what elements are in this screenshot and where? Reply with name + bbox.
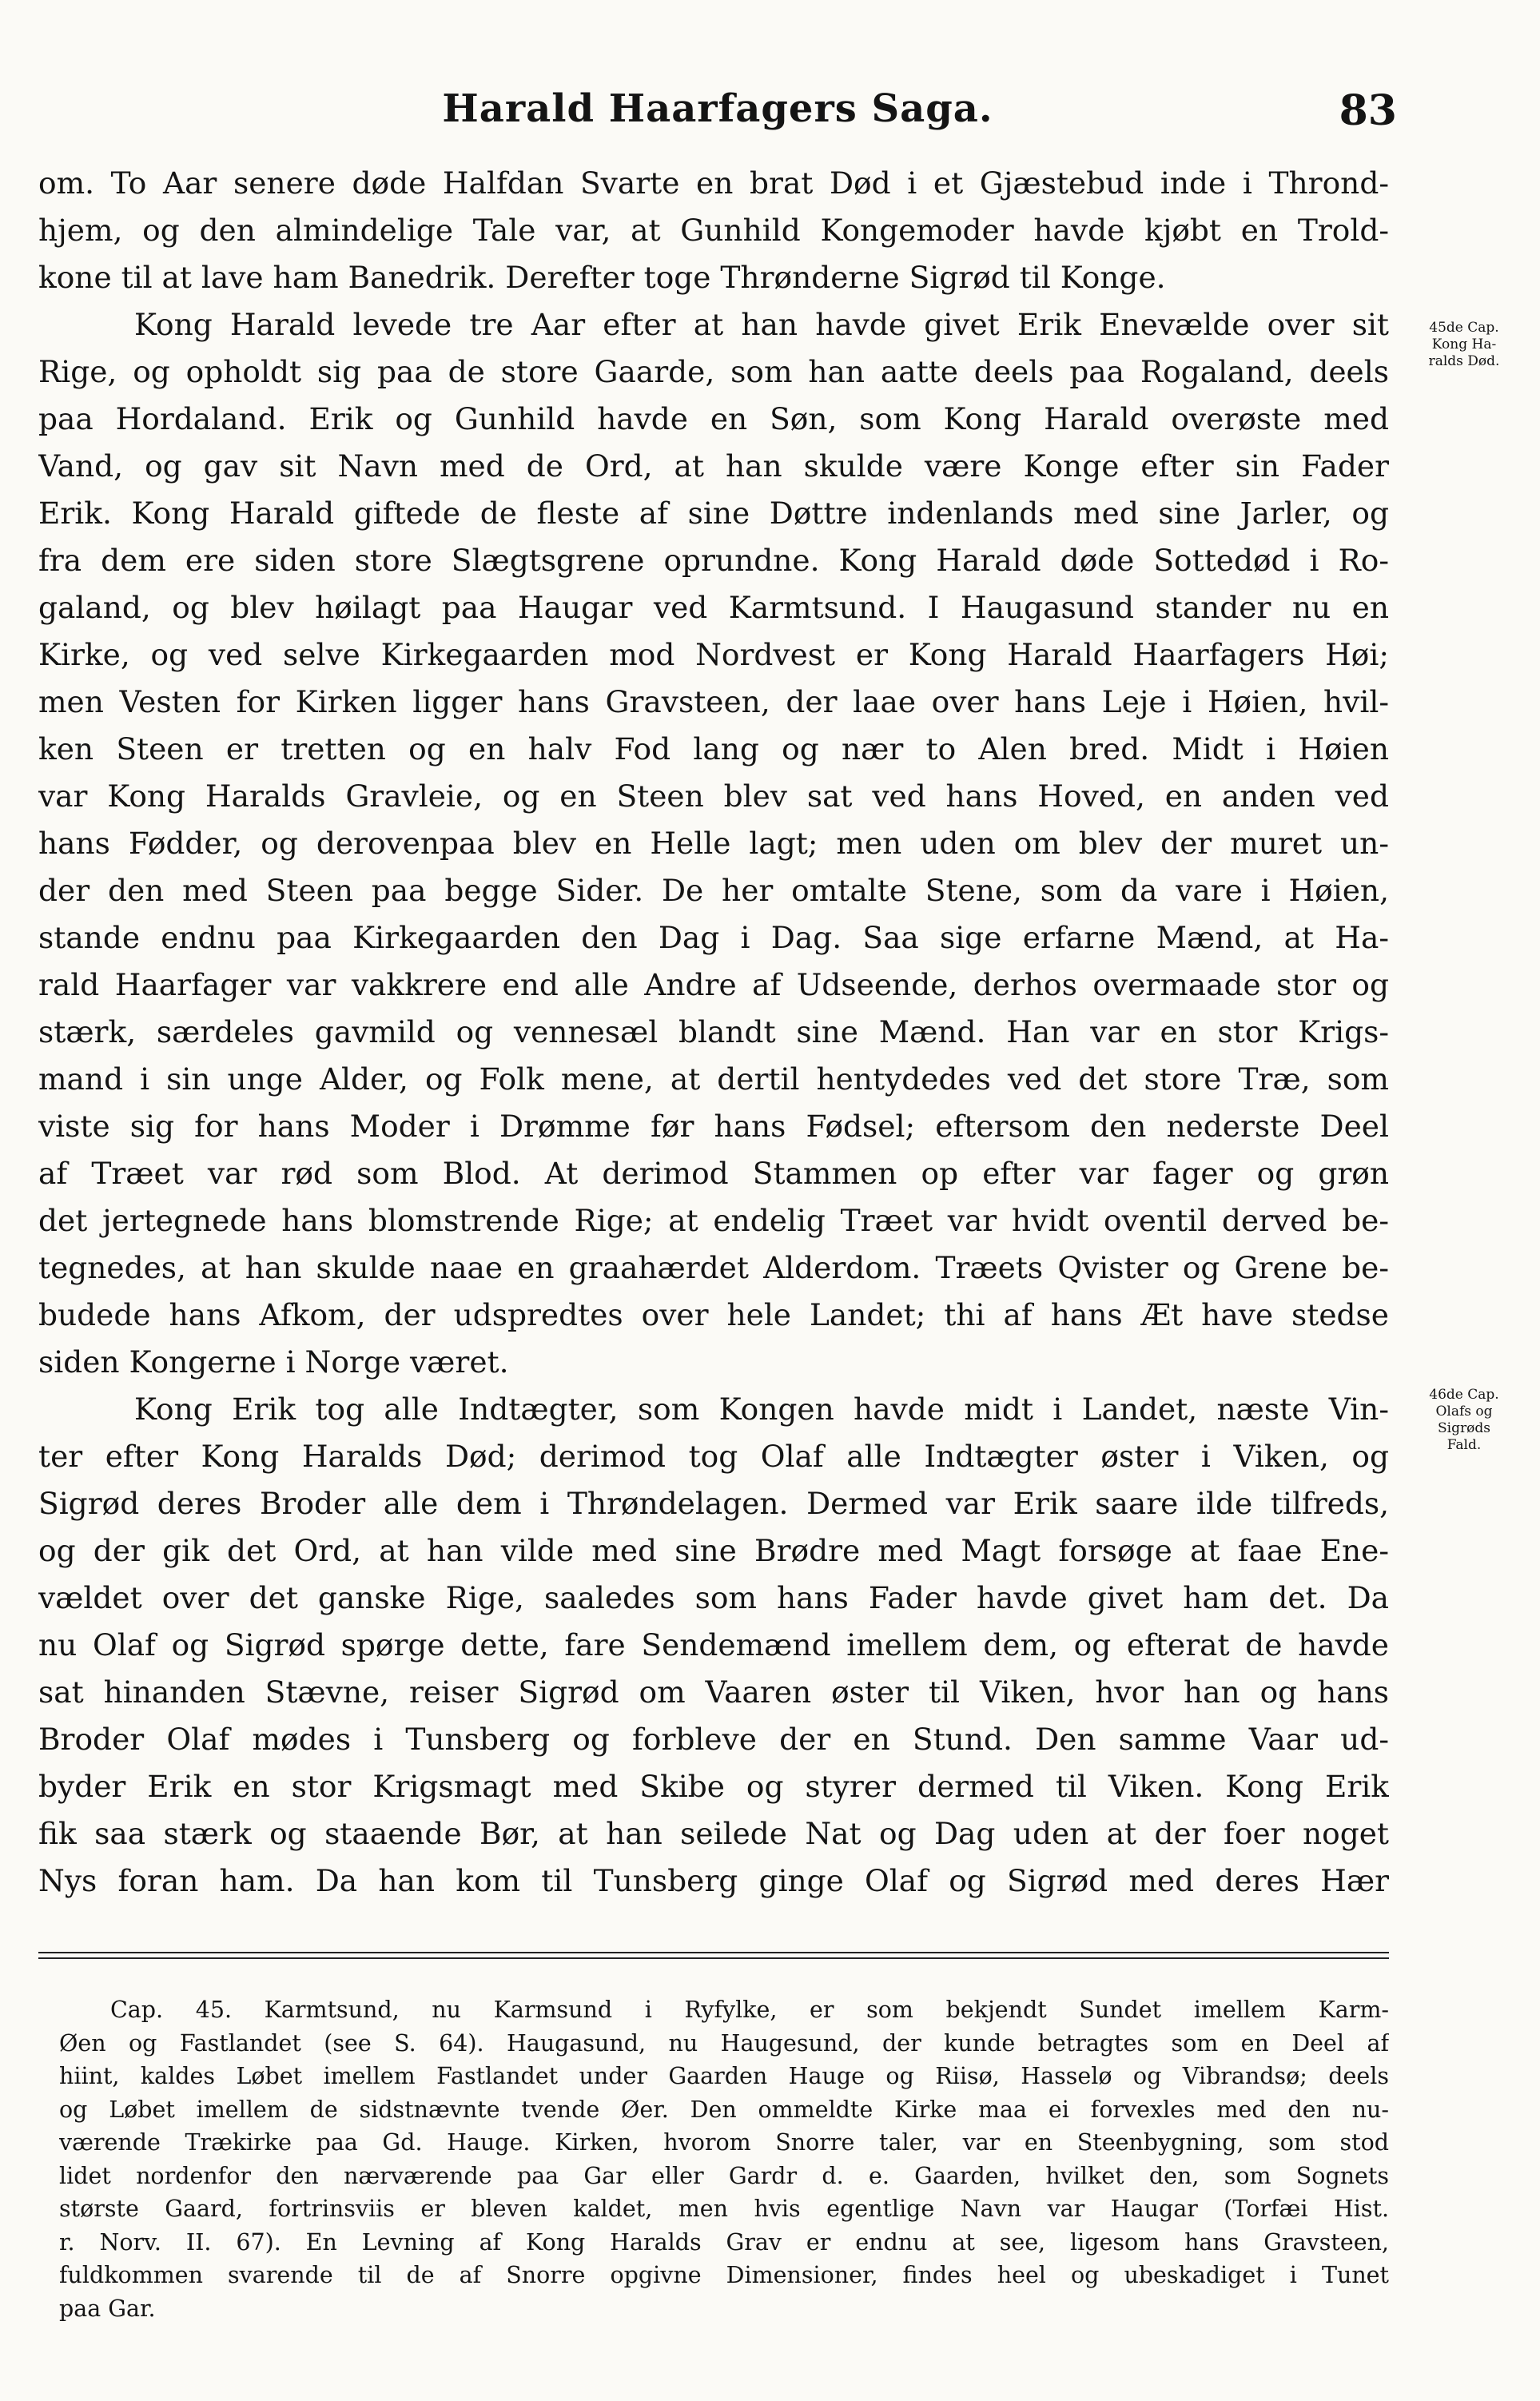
running-title: Harald Haarfagers Saga.: [442, 86, 993, 131]
text-line: paa Hordaland. Erik og Gunhild havde en Søn, som Kong Harald overøste med: [38, 401, 1389, 436]
text-line: ter efter Kong Haralds Død; derimod tog Olaf alle Indtægter øster i Viken, og: [38, 1439, 1389, 1474]
footnote-line: r. Norv. II. 67). En Levning af Kong Haralds Grav er endnu at see, ligesom hans Gravsteen,: [59, 2228, 1389, 2256]
side-note-line: Kong Ha-: [1431, 336, 1497, 352]
text-line: og der gik det Ord, at han vilde med sine Brødre med Magt forsøge at faae Ene-: [38, 1533, 1389, 1568]
rule-line: [38, 1957, 1389, 1959]
text-line: hans Fødder, og derovenpaa blev en Helle lagt; men uden om blev der muret un-: [38, 826, 1389, 861]
text-line: af Træet var rød som Blod. At derimod Stammen op efter var fager og grøn: [38, 1156, 1389, 1191]
text-line: fik saa stærk og staaende Bør, at han seilede Nat og Dag uden at der foer noget: [38, 1816, 1389, 1851]
footnote-line: værende Trækirke paa Gd. Hauge. Kirken, hvorom Snorre taler, var en Steenbygning, som stod: [59, 2129, 1389, 2156]
rule-line: [38, 1952, 1389, 1953]
side-note-line: ralds Død.: [1428, 353, 1500, 369]
footnote-line: hiint, kaldes Løbet imellem Fastlandet under Gaarden Hauge og Riisø, Hasselø og Vibrandsø; deels: [59, 2063, 1389, 2089]
text-line: der den med Steen paa begge Sider. De her omtalte Stene, som da vare i Høien,: [38, 873, 1389, 908]
side-note-line: Olafs og: [1435, 1404, 1493, 1419]
text-line: stærk, særdeles gavmild og vennesæl blandt sine Mænd. Han var en stor Krigs-: [38, 1014, 1389, 1049]
text-line: viste sig for hans Moder i Drømme før hans Fødsel; eftersom den nederste Deel: [38, 1109, 1389, 1144]
text-line: kone til at lave ham Banedrik. Derefter toge Thrønderne Sigrød til Konge.: [38, 260, 1166, 295]
text-line: sat hinanden Stævne, reiser Sigrød om Vaaren øster til Viken, hvor han og hans: [38, 1674, 1389, 1710]
text-line: siden Kongerne i Norge været.: [38, 1344, 509, 1380]
footnote-line: lidet nordenfor den nærværende paa Gar eller Gardr d. e. Gaarden, hvilket den, som Sognets: [59, 2162, 1389, 2189]
text-line: det jertegnede hans blomstrende Rige; at endelig Træet var hvidt oventil derved be-: [38, 1203, 1389, 1238]
side-note-chapter-45: [1400, 320, 1528, 370]
footnote-line: fuldkommen svarende til de af Snorre opgivne Dimensioner, findes heel og ubeskadiget i Tunet: [59, 2262, 1389, 2288]
text-line: Kong Erik tog alle Indtægter, som Kongen havde midt i Landet, næste Vin-: [134, 1392, 1389, 1427]
text-line: budede hans Afkom, der udspredtes over hele Landet; thi af hans Æt have stedse: [38, 1297, 1389, 1332]
page-number: 83: [1339, 86, 1397, 135]
text-line: var Kong Haralds Gravleie, og en Steen blev sat ved hans Hoved, en anden ved: [38, 778, 1389, 814]
text-line: byder Erik en stor Krigsmagt med Skibe og styrer dermed til Viken. Kong Erik: [38, 1769, 1389, 1804]
side-note-line: Fald.: [1446, 1437, 1482, 1453]
text-line: rald Haarfager var vakkrere end alle Andre af Udseende, derhos overmaade stor og: [38, 967, 1389, 1002]
text-line: Kong Harald levede tre Aar efter at han havde givet Erik Enevælde over sit: [134, 307, 1389, 342]
text-line: hjem, og den almindelige Tale var, at Gunhild Kongemoder havde kjøbt en Trold-: [38, 213, 1389, 248]
running-head: [38, 86, 1397, 150]
side-note-line: 46de Cap.: [1429, 1387, 1499, 1403]
text-line: Rige, og opholdt sig paa de store Gaarde, som han aatte deels paa Rogaland, deels: [38, 354, 1389, 389]
text-line: nu Olaf og Sigrød spørge dette, fare Sendemænd imellem dem, og efterat de havde: [38, 1627, 1389, 1662]
text-line: ken Steen er tretten og en halv Fod lang og nær to Alen bred. Midt i Høien: [38, 731, 1389, 766]
footnote-line: Cap. 45. Karmtsund, nu Karmsund i Ryfylke, er som bekjendt Sundet imellem Karm-: [110, 1997, 1389, 2023]
text-line: Broder Olaf mødes i Tunsberg og forbleve der en Stund. Den samme Vaar ud-: [38, 1722, 1389, 1757]
footnote-line: Øen og Fastlandet (see S. 64). Haugasund, nu Haugesund, der kunde betragtes som en Deel af: [59, 2029, 1389, 2057]
text-line: Kirke, og ved selve Kirkegaarden mod Nordvest er Kong Harald Haarfagers Høi;: [38, 637, 1389, 672]
side-note-chapter-46: [1400, 1387, 1528, 1454]
footnote-line: paa Gar.: [59, 2295, 156, 2322]
text-line: galand, og blev høilagt paa Haugar ved Karmtsund. I Haugasund stander nu en: [38, 590, 1389, 625]
side-note-line: 45de Cap.: [1429, 320, 1499, 336]
text-line: Vand, og gav sit Navn med de Ord, at han skulde være Konge efter sin Fader: [38, 448, 1389, 484]
body-text: [38, 160, 1389, 1905]
text-line: Nys foran ham. Da han kom til Tunsberg ginge Olaf og Sigrød med deres Hær: [38, 1863, 1389, 1898]
text-line: stande endnu paa Kirkegaarden den Dag i Dag. Saa sige erfarne Mænd, at Ha-: [38, 920, 1389, 955]
text-line: mand i sin unge Alder, og Folk mene, at dertil hentydedes ved det store Træ, som: [38, 1061, 1389, 1097]
footnote-rule: [38, 1952, 1389, 1963]
footnote-line: største Gaard, fortrinsviis er bleven kaldet, men hvis egentlige Navn var Haugar (Torfæi Hist.: [59, 2196, 1389, 2222]
side-note-line: Sigrøds: [1438, 1420, 1490, 1436]
text-line: vældet over det ganske Rige, saaledes som hans Fader havde givet ham det. Da: [38, 1580, 1389, 1615]
text-line: om. To Aar senere døde Halfdan Svarte en brat Død i et Gjæstebud inde i Thrond-: [38, 165, 1389, 201]
footnotes: [59, 1993, 1389, 2325]
text-line: Erik. Kong Harald giftede de fleste af sine Døttre indenlands med sine Jarler, og: [38, 496, 1389, 531]
footnote-line: og Løbet imellem de sidstnævnte tvende Øer. Den ommeldte Kirke maa ei forvexles med den nu-: [59, 2096, 1389, 2123]
text-line: fra dem ere siden store Slægtsgrene oprundne. Kong Harald døde Sottedød i Ro-: [38, 543, 1389, 578]
text-line: tegnedes, at han skulde naae en graahærdet Alderdom. Træets Qvister og Grene be-: [38, 1250, 1389, 1285]
text-line: men Vesten for Kirken ligger hans Gravsteen, der laae over hans Leje i Høien, hvil-: [38, 684, 1389, 719]
text-line: Sigrød deres Broder alle dem i Thrøndelagen. Dermed var Erik saare ilde tilfreds,: [38, 1486, 1389, 1521]
